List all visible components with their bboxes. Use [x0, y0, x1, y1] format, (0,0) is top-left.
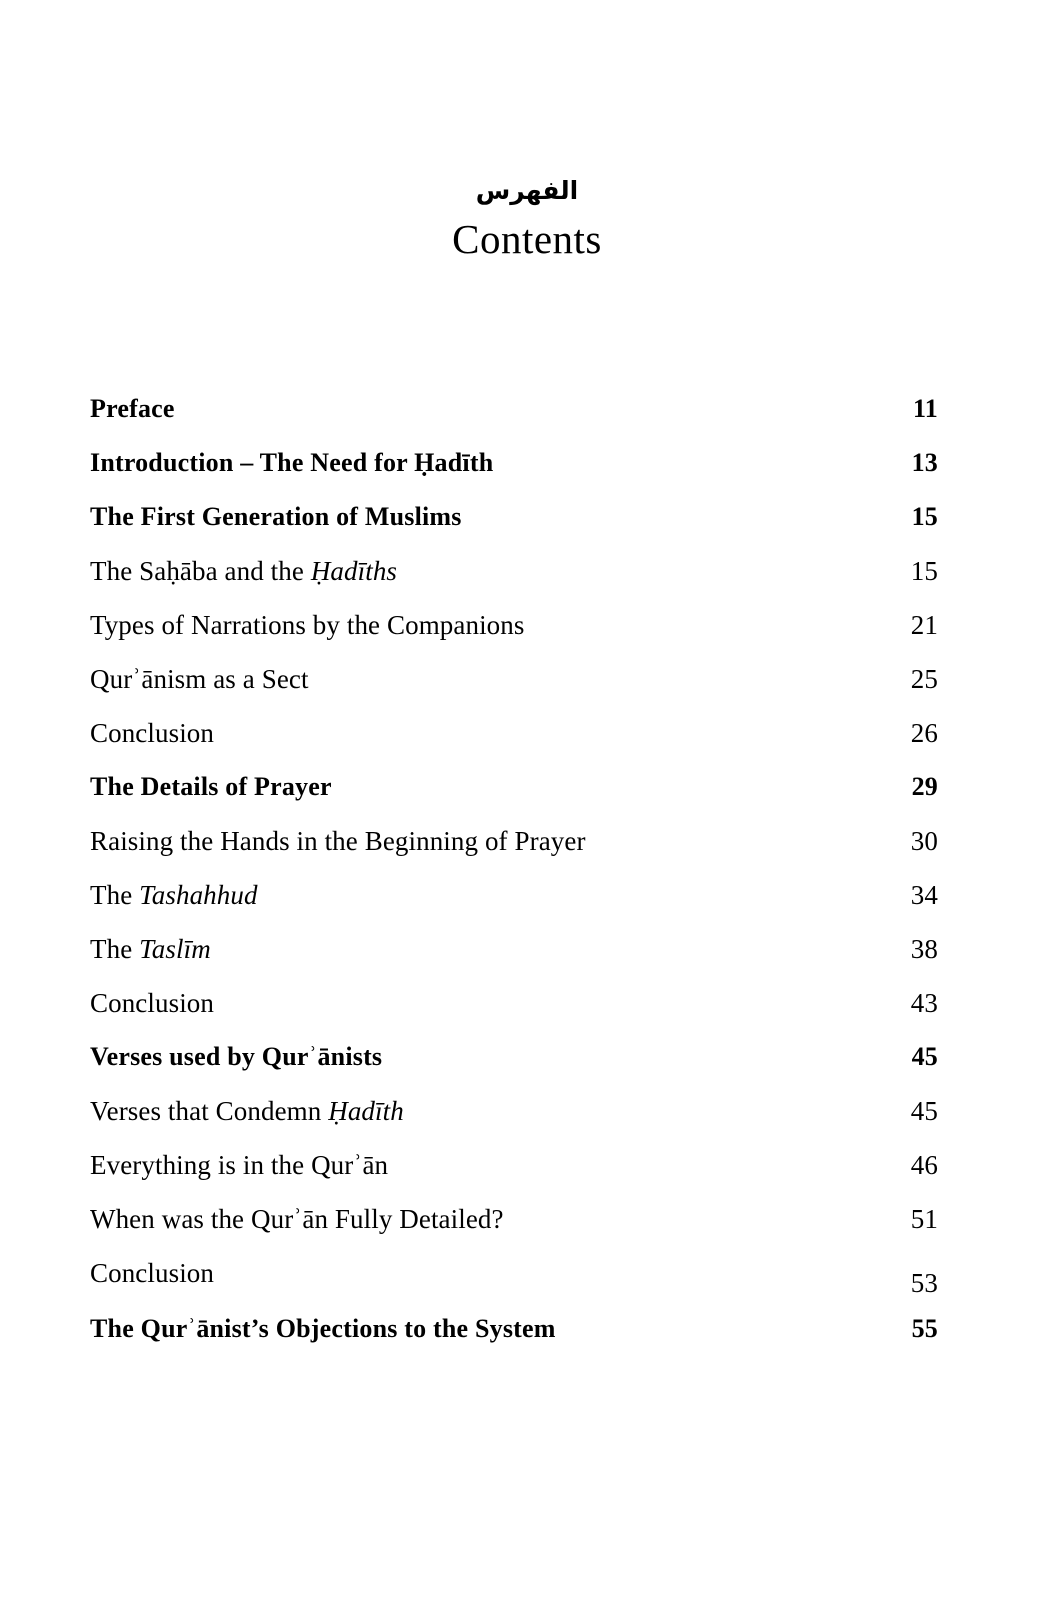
toc-entry[interactable] [90, 662, 938, 716]
toc-entry-page-number: 29 [911, 772, 938, 801]
toc-entry-title: Qurʾānism as a Sect [90, 664, 309, 694]
toc-entry-title: The Details of Prayer [90, 772, 332, 801]
toc-entry[interactable] [90, 608, 938, 662]
toc-entry-title: The Tashahhud [90, 880, 258, 910]
toc-entry-title: The Qurʾānist’s Objections to the System [90, 1314, 556, 1343]
toc-entry[interactable] [90, 392, 938, 446]
toc-entry-title-italic: Tashahhud [139, 880, 258, 910]
toc-entry-title: When was the Qurʾān Fully Detailed? [90, 1204, 504, 1234]
toc-entry-page-number: 25 [910, 664, 938, 694]
toc-entry[interactable] [90, 824, 938, 878]
toc-entry-title: Everything is in the Qurʾān [90, 1150, 389, 1180]
toc-entry[interactable] [90, 1148, 938, 1202]
page-heading [0, 174, 1054, 264]
toc-entry[interactable] [90, 554, 938, 608]
toc-entry-title-italic: Ḥadīth [328, 1096, 404, 1126]
toc-entry-page-number: 15 [910, 556, 938, 586]
toc-entry-title-italic: Ḥadīths [310, 556, 398, 586]
arabic-page-title: الفهرس [475, 176, 579, 205]
toc-entry[interactable] [90, 1094, 938, 1148]
toc-entry-page-number: 43 [910, 988, 938, 1018]
toc-entry-page-number: 11 [913, 394, 938, 423]
toc-entry-page-number: 51 [910, 1204, 938, 1234]
toc-entry-page-number: 13 [911, 448, 938, 477]
toc-entry-page-number: 15 [911, 502, 938, 531]
toc-entry[interactable] [90, 500, 938, 554]
toc-entry[interactable] [90, 770, 938, 824]
toc-entry-title: Verses that Condemn Ḥadīth [90, 1096, 404, 1126]
toc-entry[interactable] [90, 1312, 938, 1366]
toc-entry-title: Introduction – The Need for Ḥadīth [90, 448, 494, 477]
toc-entry-page-number: 38 [910, 934, 938, 964]
toc-entry-page-number: 26 [910, 718, 938, 748]
toc-entry[interactable] [90, 1040, 938, 1094]
toc-entry-title: Preface [90, 394, 175, 423]
toc-entry-page-number: 53 [910, 1268, 938, 1298]
toc-entry-page-number: 34 [910, 880, 938, 910]
toc-entry-page-number: 46 [910, 1150, 938, 1180]
toc-entry-title: Types of Narrations by the Companions [90, 610, 525, 640]
toc-entry-title: The First Generation of Muslims [90, 502, 462, 531]
toc-entry-page-number: 30 [910, 826, 938, 856]
toc-entry[interactable] [90, 878, 938, 932]
toc-entry[interactable] [90, 1202, 938, 1256]
toc-entry[interactable] [90, 1256, 938, 1310]
toc-entry-title: Conclusion [90, 988, 215, 1018]
table-of-contents [90, 392, 938, 1366]
toc-entry-title: The Saḥāba and the Ḥadīths [90, 556, 398, 586]
page-title: Contents [452, 216, 602, 262]
toc-entry-title: Verses used by Qurʾānists [90, 1042, 383, 1071]
toc-entry[interactable] [90, 932, 938, 986]
toc-entry-page-number: 45 [910, 1096, 938, 1126]
toc-entry-title-italic: Taslīm [139, 934, 211, 964]
toc-entry-page-number: 21 [910, 610, 938, 640]
toc-entry[interactable] [90, 716, 938, 770]
toc-entry-title: Conclusion [90, 718, 215, 748]
toc-entry-title: The Taslīm [90, 934, 211, 964]
toc-entry-page-number: 45 [911, 1042, 938, 1071]
toc-entry-title: Conclusion [90, 1258, 215, 1288]
toc-entry-title: Raising the Hands in the Beginning of Prayer [90, 826, 586, 856]
toc-entry[interactable] [90, 446, 938, 500]
toc-entry[interactable] [90, 986, 938, 1040]
toc-entry-page-number: 55 [911, 1314, 938, 1343]
